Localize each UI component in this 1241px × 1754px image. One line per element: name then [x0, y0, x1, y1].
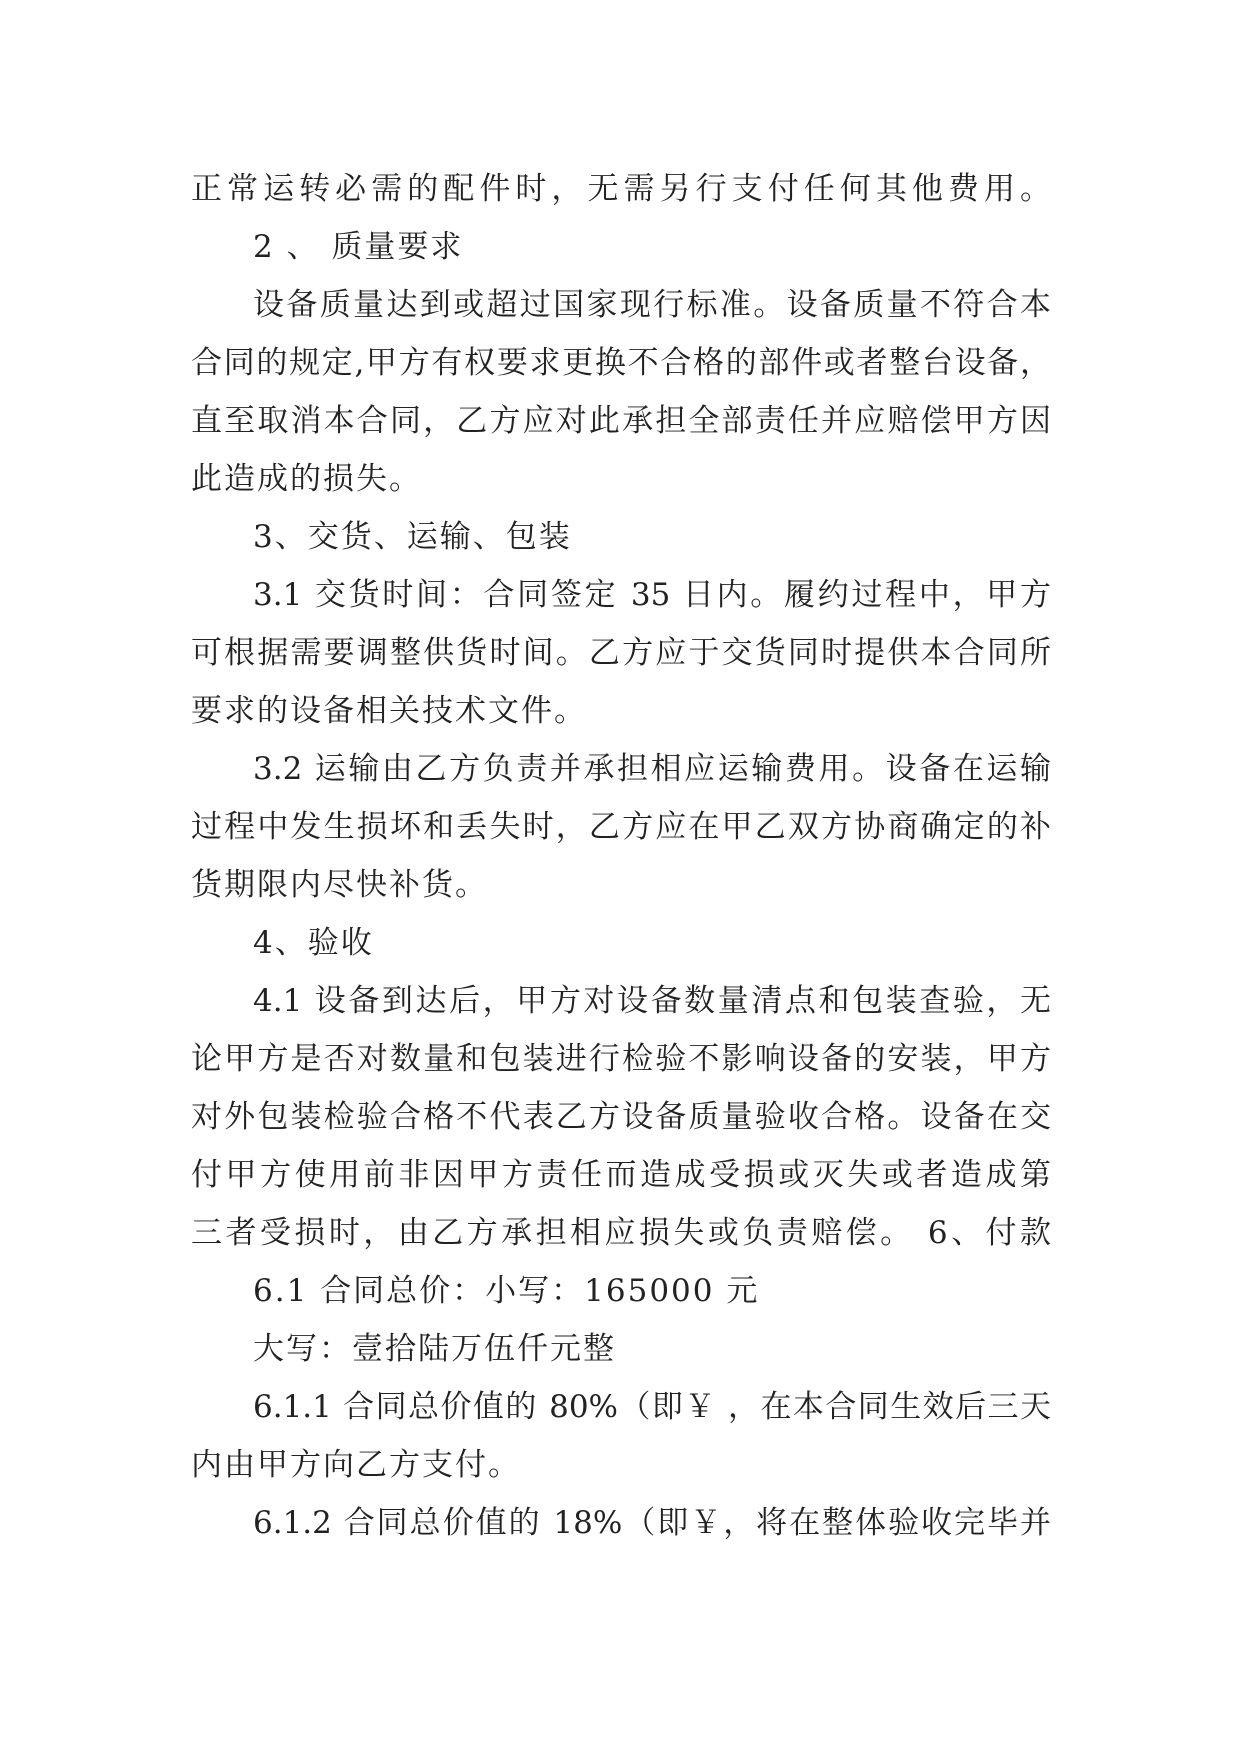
text-line: 可根据需要调整供货时间。乙方应于交货同时提供本合同所: [191, 635, 1051, 671]
text-line: 三者受损时，由乙方承担相应损失或负责赔偿。 6、付款: [191, 1215, 1051, 1251]
section-heading: 3、交货、运输、包装: [253, 519, 572, 555]
text-line: 要求的设备相关技术文件。: [191, 693, 587, 729]
text-line: 设备质量达到或超过国家现行标准。设备质量不符合本: [253, 287, 1051, 323]
text-line: 3.1 交货时间：合同签定 35 日内。履约过程中，甲方: [253, 577, 1051, 613]
text-line: 此造成的损失。: [191, 461, 422, 497]
text-line: 6.1 合同总价：小写：165000 元: [253, 1273, 760, 1309]
text-line: 内由甲方向乙方支付。: [191, 1447, 521, 1483]
text-line: 付甲方使用前非因甲方责任而造成受损或灭失或者造成第: [191, 1157, 1051, 1193]
text-line: 正常运转必需的配件时，无需另行支付任何其他费用。: [191, 171, 1051, 207]
text-line: 过程中发生损坏和丢失时，乙方应在甲乙双方协商确定的补: [191, 809, 1051, 845]
section-heading: 2 、 质量要求: [253, 229, 464, 265]
text-line: 6.1.1 合同总价值的 80%（即￥ ，在本合同生效后三天: [253, 1389, 1051, 1425]
document-body: [191, 160, 1051, 1552]
section-heading: 4、验收: [253, 925, 374, 961]
text-line: 直至取消本合同，乙方应对此承担全部责任并应赔偿甲方因: [191, 403, 1051, 439]
text-line: 对外包装检验合格不代表乙方设备质量验收合格。设备在交: [191, 1099, 1051, 1135]
text-line: 6.1.2 合同总价值的 18%（即￥，将在整体验收完毕并: [253, 1505, 1051, 1541]
text-line: 3.2 运输由乙方负责并承担相应运输费用。设备在运输: [253, 751, 1051, 787]
text-line: 合同的规定,甲方有权要求更换不合格的部件或者整台设备，: [191, 345, 1051, 381]
text-line: 大写：壹拾陆万伍仟元整: [253, 1331, 616, 1367]
text-line: 4.1 设备到达后，甲方对设备数量清点和包装查验，无: [253, 983, 1051, 1019]
text-line: 货期限内尽快补货。: [191, 867, 488, 903]
text-line: 论甲方是否对数量和包装进行检验不影响设备的安装，甲方: [191, 1041, 1051, 1077]
